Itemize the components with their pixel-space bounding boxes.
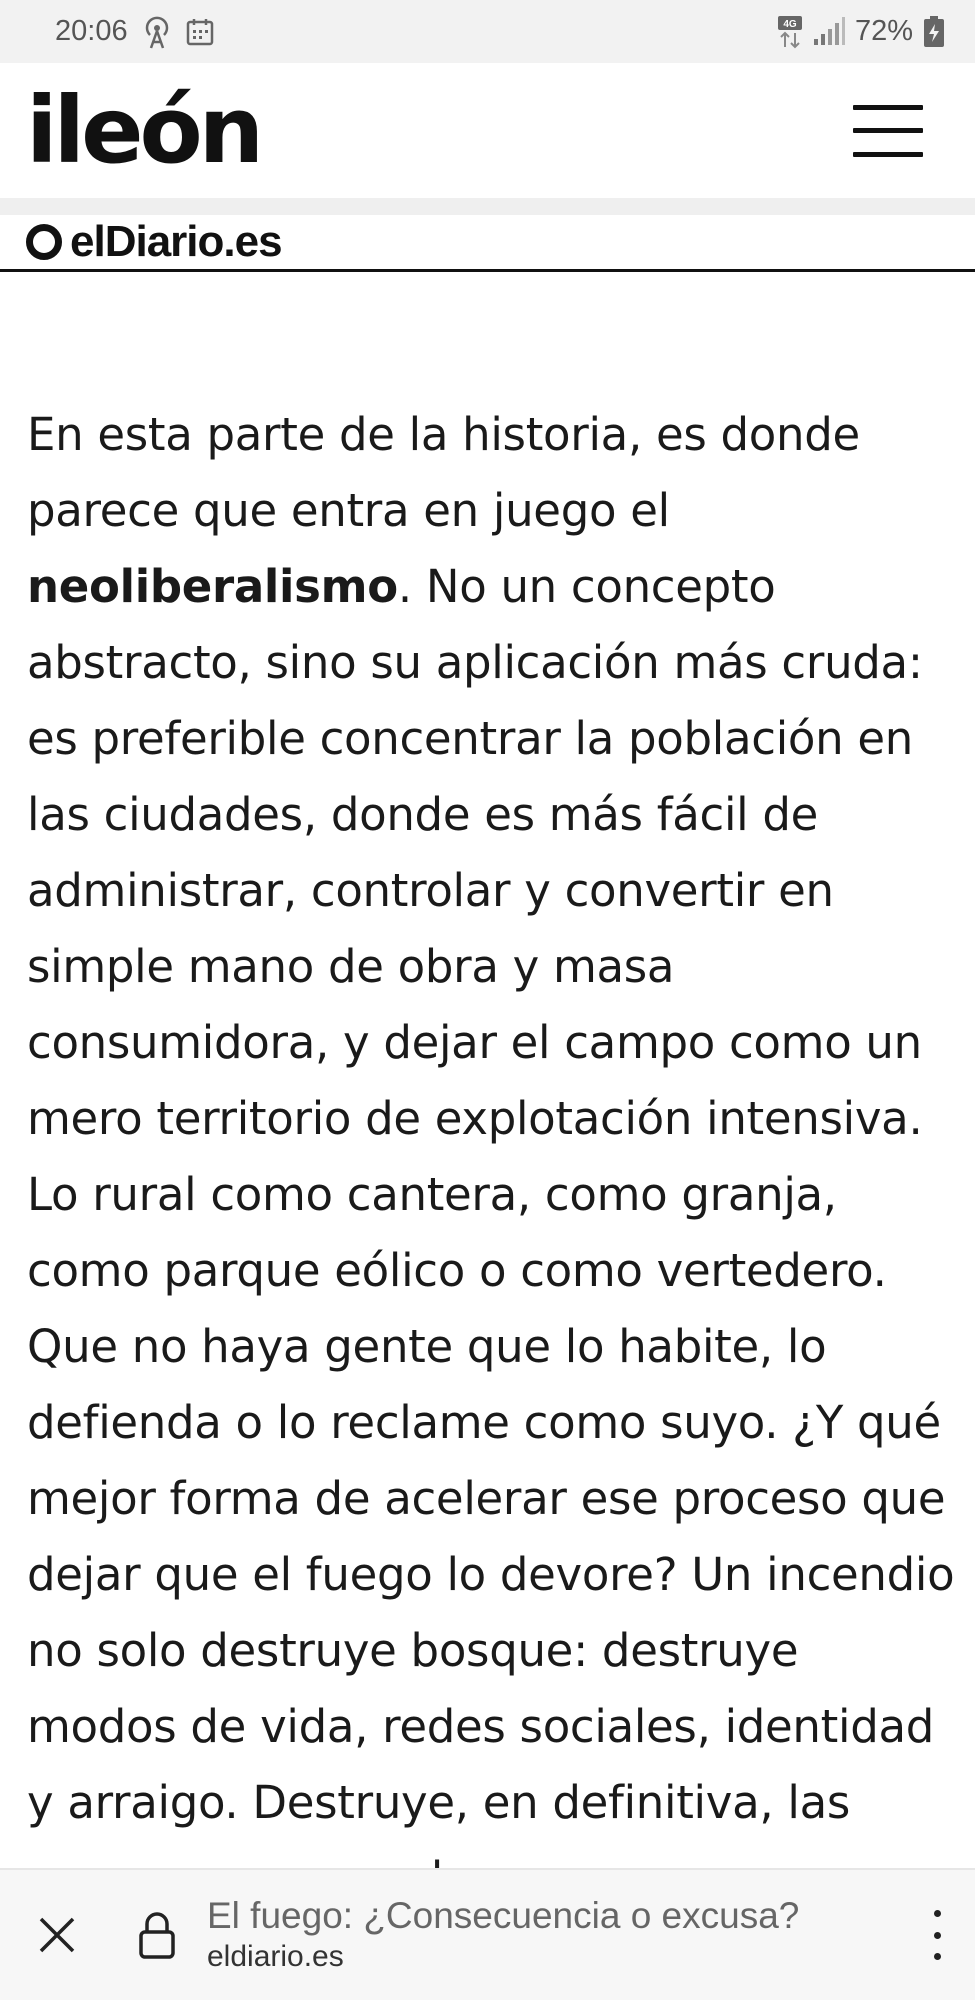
status-left bbox=[55, 15, 214, 49]
menu-dot bbox=[934, 1953, 941, 1960]
article-intro: En esta parte de la historia, es donde parece que entra en juego el bbox=[27, 408, 860, 537]
site-logo[interactable]: ileón bbox=[26, 76, 261, 184]
menu-dot bbox=[934, 1910, 941, 1917]
menu-line bbox=[853, 105, 923, 110]
page-title: El fuego: ¿Consecuencia o excusa? bbox=[207, 1895, 800, 1936]
close-icon[interactable] bbox=[27, 1905, 87, 1965]
network-4g-icon bbox=[777, 15, 803, 49]
more-vert-icon[interactable] bbox=[927, 1910, 947, 1960]
hamburger-menu-icon[interactable] bbox=[853, 105, 923, 157]
menu-line bbox=[853, 128, 923, 133]
partner-brand-logo[interactable] bbox=[26, 214, 282, 270]
network-type-label: 4G bbox=[783, 18, 797, 30]
status-bar bbox=[0, 0, 975, 63]
custom-tab-bar bbox=[0, 1868, 975, 2000]
battery-icon bbox=[923, 16, 945, 48]
eldiario-logo-mark-icon bbox=[26, 224, 62, 260]
signal-icon bbox=[813, 17, 845, 47]
status-right bbox=[777, 15, 945, 49]
brand-rule bbox=[0, 269, 975, 272]
menu-dot bbox=[934, 1932, 941, 1939]
calendar-icon bbox=[186, 18, 214, 46]
article-bold-term: neoliberalismo bbox=[27, 560, 398, 613]
site-header bbox=[0, 63, 975, 198]
status-time: 20:06 bbox=[55, 15, 128, 47]
lock-icon[interactable] bbox=[137, 1910, 177, 1960]
page-info[interactable] bbox=[207, 1894, 799, 1976]
battery-percent: 72% bbox=[854, 15, 913, 47]
header-divider bbox=[0, 198, 975, 215]
partner-brand-text: elDiario.es bbox=[70, 217, 282, 266]
menu-line bbox=[853, 152, 923, 157]
article-rest: . No un concepto abstracto, sino su aplicación más cruda: es preferible concentrar la población en las ciudades, donde es más fácil de administrar, controlar y convertir en simple mano de obra y masa consumidora, y dejar el campo como un mero territorio de explotación intensiva. Lo rural como cantera, como granja, como parque eólico o como vertedero. Que no haya gente que lo habite, lo defienda o lo reclame como suyo. ¿Y qué mejor forma de acelerar ese proceso que dejar que el fuego lo devore? Un incendio no solo destruye bosque: destruye modos de vida, redes sociales, identidad y arraigo. Destruye, en definitiva, las bbox=[27, 560, 955, 1829]
article-paragraph bbox=[27, 397, 957, 1917]
hotspot-icon bbox=[142, 15, 172, 49]
page-domain: eldiario.es bbox=[207, 1940, 344, 1973]
